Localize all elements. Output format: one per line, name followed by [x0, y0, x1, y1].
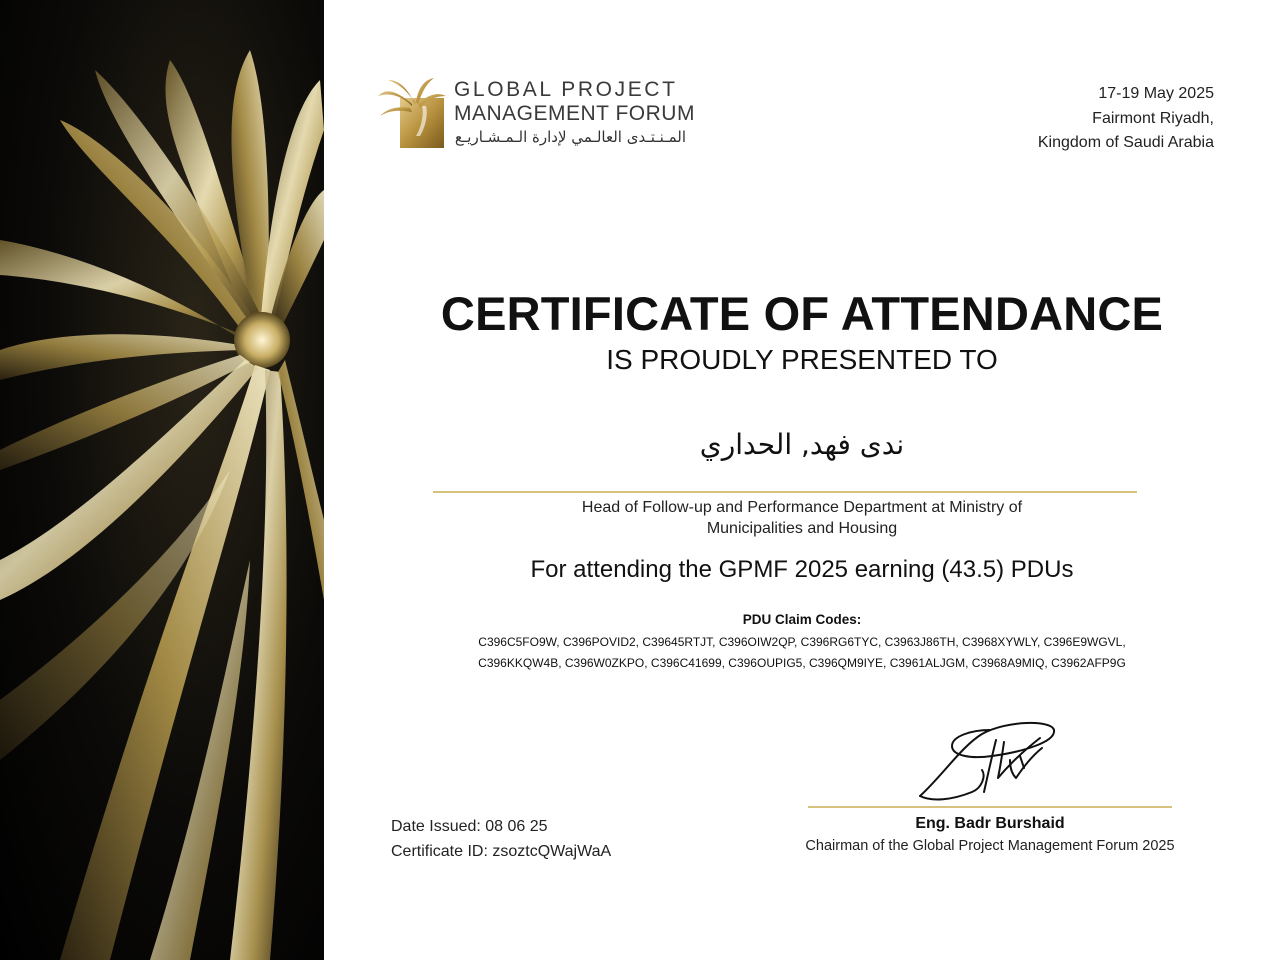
event-country: Kingdom of Saudi Arabia	[1037, 134, 1214, 151]
pdu-codes-line-2: C396KKQW4B, C396W0ZKPO, C396C41699, C396OUPIG5, C396QM9IYE, C3961ALJGM, C3968A9MIQ, C3962AFP9G	[478, 656, 1126, 670]
logo-title-line1: GLOBAL PROJECT	[454, 78, 678, 101]
position-line-2: Municipalities and Housing	[706, 520, 898, 537]
handwritten-signature	[912, 716, 1062, 806]
recipient-divider	[433, 491, 1137, 493]
pdu-codes-list	[324, 632, 1280, 674]
attendance-statement: For attending the GPMF 2025 earning (43.5) PDUs	[530, 556, 1074, 583]
date-issued: Date Issued: 08 06 25	[391, 818, 548, 835]
issue-info	[391, 814, 611, 864]
event-dates: 17-19 May 2025	[1098, 85, 1214, 102]
forum-logo	[376, 74, 696, 154]
decorative-gold-ribbon-artwork	[0, 0, 324, 960]
golden-palm-logo-icon	[376, 76, 448, 150]
position-line-1: Head of Follow-up and Performance Department at Ministry of	[581, 499, 1023, 516]
certificate-title: CERTIFICATE OF ATTENDANCE	[440, 287, 1164, 340]
pdu-codes-heading: PDU Claim Codes:	[742, 612, 862, 627]
recipient-name: ندى فهد, الحداري	[699, 428, 905, 461]
signatory-title: Chairman of the Global Project Management Forum 2025	[805, 838, 1175, 854]
certificate-id: Certificate ID: zsoztcQWajWaA	[391, 843, 612, 860]
event-info	[1038, 82, 1214, 156]
gold-ribbon-sculpture-icon	[0, 0, 324, 960]
certificate-subtitle: IS PROUDLY PRESENTED TO	[606, 344, 998, 375]
recipient-position	[324, 497, 1280, 539]
event-venue: Fairmont Riyadh,	[1092, 109, 1214, 127]
signature-divider	[808, 806, 1172, 808]
signatory-name: Eng. Badr Burshaid	[915, 815, 1065, 832]
logo-arabic-title: المـنـتـدى العالـمي لإدارة الـمـشـاريـع	[454, 128, 686, 146]
pdu-codes-line-1: C396C5FO9W, C396POVID2, C39645RTJT, C396OIW2QP, C396RG6TYC, C3963J86TH, C3968XYWLY, C396E9WGVL,	[478, 635, 1126, 649]
logo-title-line2: MANAGEMENT FORUM	[454, 102, 695, 125]
